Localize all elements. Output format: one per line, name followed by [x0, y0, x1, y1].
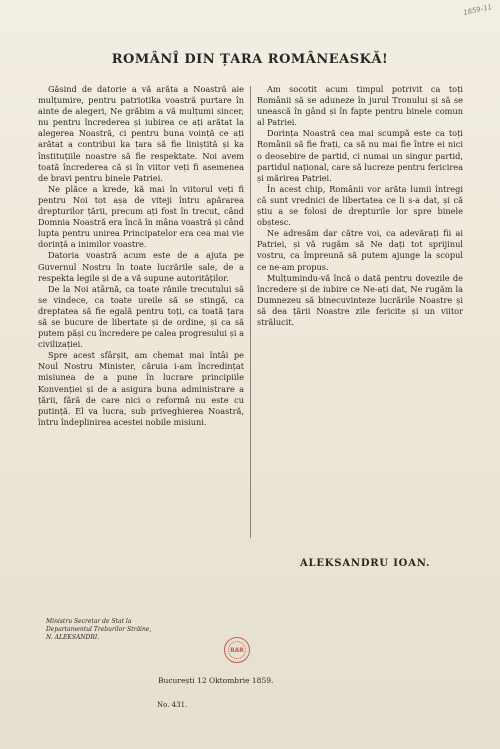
- left-column: [38, 84, 244, 428]
- left-paragraph: Datoria voastră acum este de a ajuta pe Guvernul Nostru în toate lucrările sale, de a respekta legile și de a vă supune autorităților.: [38, 250, 244, 283]
- right-paragraph: Dorința Noastră cea mai scumpă este ca toți Românii să fie frați, ca să nu mai fie între ei nici o deosebire de partid, ci numai un singur partid, partidul național, care să lucreze pentru fericirea și mărirea Patriei.: [257, 128, 463, 183]
- prince-signature: ALEKSANDRU IOAN.: [300, 558, 431, 569]
- proclamation-title: ROMÂNÎ DIN ȚARA ROMÂNEASKĂ!: [111, 52, 389, 67]
- document-number: No. 431.: [157, 701, 188, 709]
- left-paragraph: Găsind de datorie a vă arăta a Noastră aie mulțumire, pentru patriotika voastră purtare în ainte de alegeri, Ne grăbim a vă mulțumi sincer, nu pentru încrederea și iubirea ce ați arătat la alegerea Noastră, ci pentru buna voință ce ați arătat a contribui ka țara să fie liniștită și ka înstituțiile noastre să fie respektate. Noi avem toată încrederea că și în viitor veți fi asemenea de bravi pentru binele Patriei.: [38, 84, 244, 183]
- right-paragraph: Mulțumindu-vă încă o dată pentru dovezile de încredere și de iubire ce Ne-ați dat, Ne rugăm la Dumnezeu să binecuvinteze lucrările Noastre și să dea țării Noastre zile fericite și un viitor strălucit.: [257, 272, 463, 327]
- left-paragraph: Spre acest sfârșit, am chemat mai întâi pe Noul Nostru Minister, căruia i-am încredințat misiunea de a pune în lucrare principiile Konvenției și de a asigura buna administrare a țării, fără de care nici o reformă nu este cu putință. El va lucra, sub priveghierea Noastră, întru îndeplinirea acestei nobile misiuni.: [38, 350, 244, 427]
- column-divider: [250, 86, 251, 538]
- left-paragraph: De la Noi atârnă, ca toate rănile trecutului să se vindece, ca toate ureile să se stingă, ca dreptatea să fie egală pentru toți, ca toată țara să se bucure de libertate și de ordine, și ca să putem păși cu încredere pe calea progresului și a civilizației.: [38, 283, 244, 350]
- right-column: [257, 84, 463, 328]
- right-paragraph: Am socotit acum timpul potrivit ca toți Românii să se aduneze în jurul Tronului și să se unească în gând și în fapte pentru binele comun al Patriei.: [257, 84, 463, 128]
- stamp-label: BAR: [230, 646, 244, 654]
- issue-date: București 12 Oktombrie 1859.: [158, 676, 274, 685]
- archive-note: 1859-11: [462, 3, 493, 17]
- minister-countersign: [46, 618, 166, 642]
- left-paragraph: Ne plăce a krede, kă mai în viitorul veți fi pentru Noi tot așa de viteji întru apărarea drepturilor țării, precum ați fost în trecut, când Domnia Noastră era încă în mâna voastră și când lupta pentru unirea Principatelor era cea mai vie dorință a inimilor voastre.: [38, 183, 244, 250]
- countersign-line: Ministru Secretar de Stat la: [46, 618, 132, 625]
- countersign-line: N. ALEKSANDRI.: [46, 634, 100, 641]
- right-paragraph: În acest chip, Românii vor arăta lumii întregi că sunt vrednici de libertatea ce li s-a dat, și că știu a se folosi de drepturile lor spre binele obștesc.: [257, 183, 463, 228]
- countersign-line: Departamentul Treburilor Străine,: [46, 626, 152, 633]
- library-stamp: [224, 637, 250, 663]
- right-paragraph: Ne adresăm dar către voi, ca adevărați fii ai Patriei, și vă rugăm să Ne dați tot sprijinul vostru, ca împreună să putem ajunge la scopul ce ne-am propus.: [257, 228, 463, 272]
